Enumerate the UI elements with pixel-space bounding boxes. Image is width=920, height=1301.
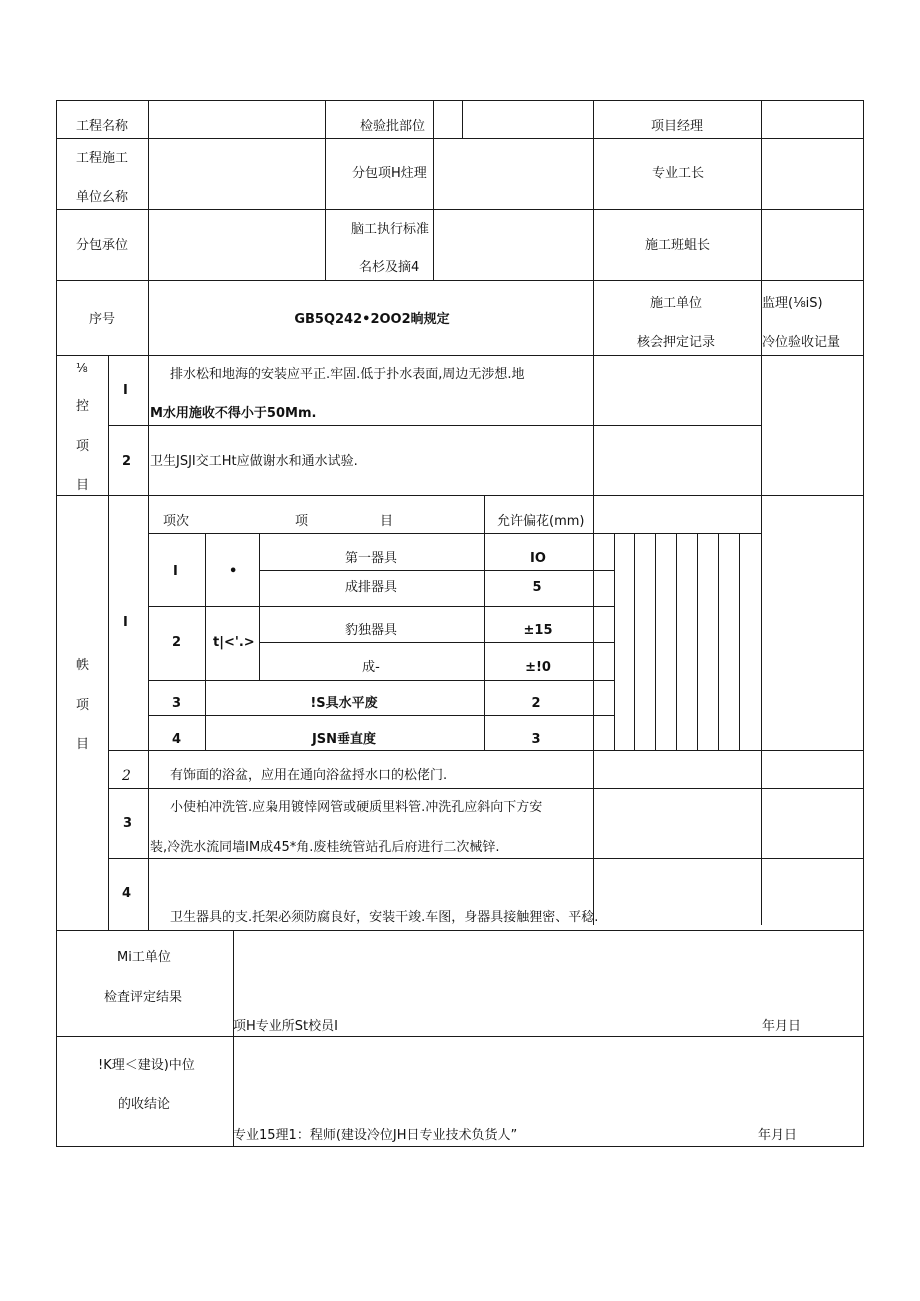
spec-label: GB5Q242•2OO2晌规定 (294, 312, 450, 327)
seq-label: 序号 (89, 312, 116, 327)
row-value: 2 (531, 696, 541, 711)
date-label: 年月日 (758, 1128, 798, 1143)
project-name-label: 工程名称 (76, 119, 129, 134)
row-name: 成- (362, 660, 380, 675)
unit-record-label-2: 核会押定记录 (637, 335, 716, 350)
general-item-number: 3 (123, 816, 133, 831)
row-seq: 4 (172, 732, 182, 747)
supervision-conclusion-label-1: !K理＜建设)中位 (98, 1058, 195, 1073)
general-item-text: 有饰面的浴盆，应用在通向浴盆捋水口的松佬门. (170, 768, 448, 783)
general-item-text: 小使柏冲洗管.应枭用镀悻网管或硬质里料管.冲洗孔应斜向下方安 (170, 800, 543, 815)
main-control-label-char: 控 (76, 399, 90, 414)
unit-record-label-1: 施工单位 (650, 296, 703, 311)
row-name: 豹独器具 (344, 623, 398, 638)
general-item-number: 4 (122, 886, 132, 901)
supervision-label-1: 监理(⅛iS) (762, 296, 823, 311)
supervision-conclusion-label-2: 的收结论 (118, 1097, 171, 1112)
row-group: • (229, 564, 238, 579)
main-item-number: I (123, 383, 128, 398)
main-control-label-char: ⅛ (76, 361, 88, 375)
general-item-text: 装,冷洗水流同墙IM成45*角.废桂统管站孔后府进行二次械锌. (150, 840, 500, 855)
row-group: t|<'.> (213, 635, 255, 650)
row-value: ±15 (523, 623, 553, 638)
sub-header-item-a: 项 (295, 514, 309, 529)
main-control-label-char: 项 (76, 439, 90, 454)
standard-label-2: 名杉及摘4 (359, 260, 420, 275)
sub-header-item-b: 目 (380, 514, 394, 529)
row-value: 5 (532, 580, 542, 595)
construction-unit-label-1: 工程施工 (76, 151, 129, 166)
sub-header-seq: 项次 (163, 514, 190, 529)
specialty-foreman-label: 专业工长 (652, 166, 705, 181)
general-item-number: 2 (122, 768, 131, 784)
team-leader-label: 施工班蛆长 (645, 238, 711, 253)
inspector-signature-line: 项H专业所St校员I (233, 1019, 338, 1034)
inspection-lot-label: 检验批部位 (360, 119, 426, 134)
general-label-char: 项 (76, 698, 90, 713)
general-label-char: 目 (76, 737, 90, 752)
row-name: JSN垂直度 (311, 732, 377, 747)
row-value: ±!0 (525, 660, 551, 675)
row-seq: I (173, 564, 178, 579)
general-item-text: 卫生器具的支.托架必须防腐良好，安装干竣.车图，身器具接触狸密、平稔. (170, 910, 599, 925)
subcontractor-label: 分包承位 (76, 238, 129, 253)
subcontract-manager-label: 分包项H炷理 (352, 166, 427, 181)
main-item-text: M水用施收不得小于50Mm. (150, 406, 317, 421)
sub-header-allow: 允许偏花(mm) (497, 514, 585, 529)
row-value: 3 (531, 732, 541, 747)
project-manager-label: 项目经理 (651, 119, 704, 134)
supervision-label-2: 冷位验收记量 (762, 335, 841, 350)
row-seq: 3 (172, 696, 182, 711)
row-value: IO (530, 551, 546, 566)
construction-unit-label-2: 单位幺称 (76, 190, 129, 205)
general-label-char: 帙 (76, 658, 90, 673)
main-item-number: 2 (122, 454, 132, 469)
engineer-signature-line: 专业15理1：程师(建设冷位JH日专业技术负货人” (233, 1128, 518, 1143)
row-name: !S具水平废 (310, 696, 378, 711)
row-seq: 2 (172, 635, 182, 650)
date-label: 年月日 (762, 1019, 802, 1034)
main-control-label-char: 目 (76, 478, 90, 493)
unit-check-label-2: 检査评定结果 (104, 990, 183, 1005)
row-name: 第一器具 (344, 551, 398, 566)
main-item-text: 排水松和地海的安装应平正.牢固.低于扑水表面,周边无涉想.地 (170, 367, 525, 382)
unit-check-label-1: Mi工单位 (117, 950, 171, 965)
main-item-text: 卫生JSJI交工Ht应做谢水和通水试验. (150, 454, 358, 469)
row-name: 成排器具 (344, 580, 398, 595)
standard-label-1: 脑工执行标准 (351, 222, 430, 237)
general-item-number: I (123, 615, 128, 630)
